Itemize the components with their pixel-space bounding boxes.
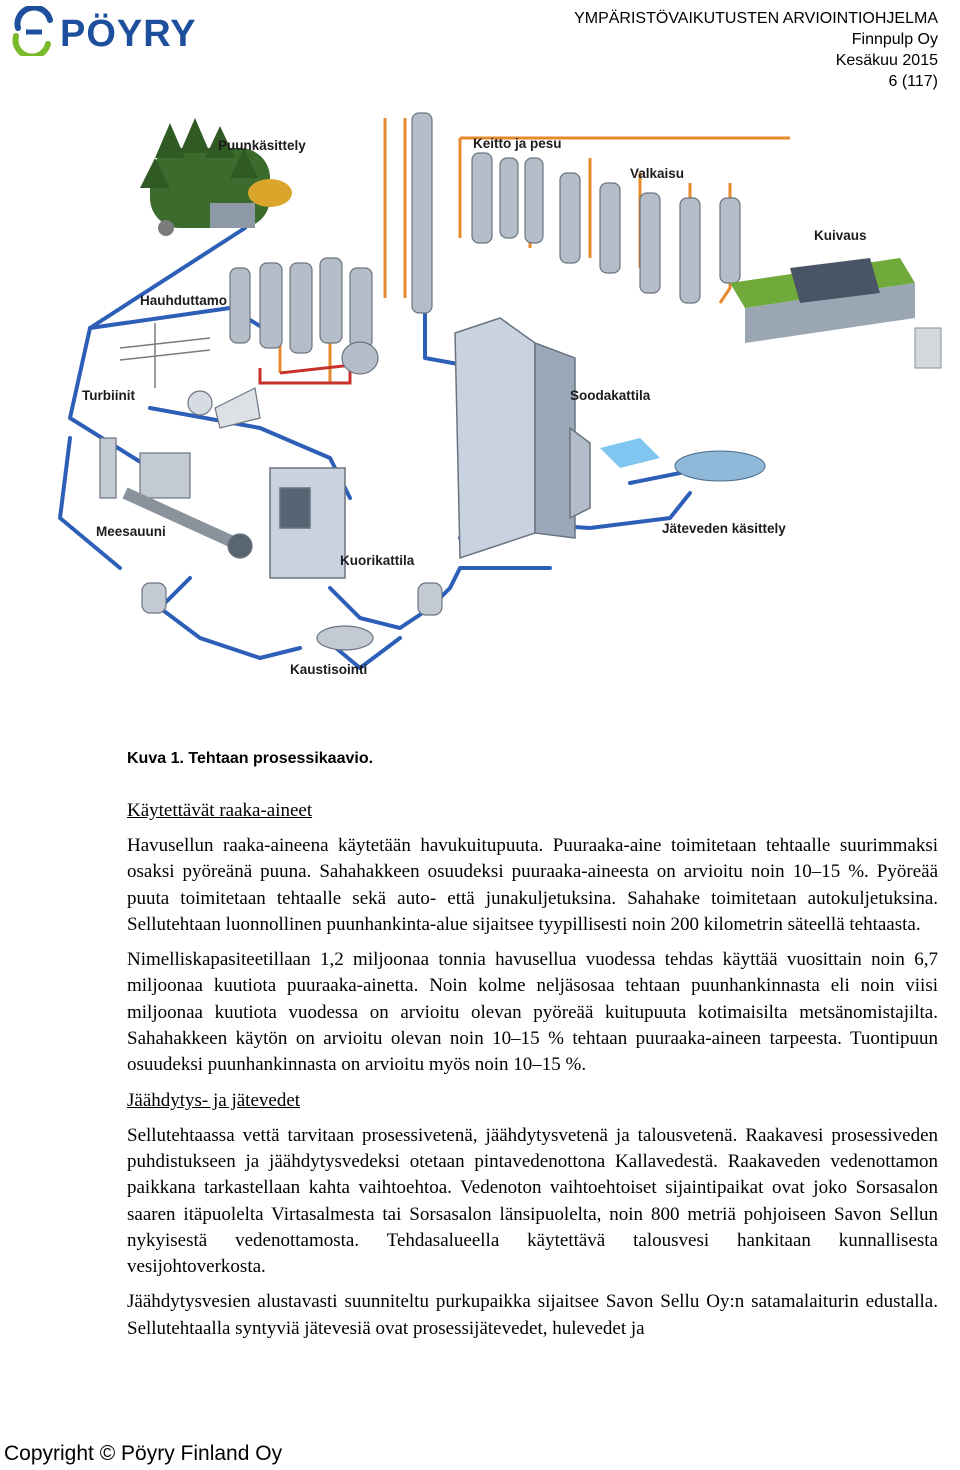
wastewater-plant: [600, 438, 765, 481]
paragraph-raw-materials: Havusellun raaka-aineena käytetään havukuitupuuta. Puuraaka-aine toimitetaan tehtaalle suurimmaksi osaksi pyöreänä puuna. Sahahakkeen osuudeksi puuraaka-aineesta on arvioitu noin 10–15 %. Pyöreää puuta toimitetaan tehtaalle sekä auto- että junakuljetuksina. Sahahake toimitetaan autokuljetuksina. Sellutehtaan luonnollinen puunhankinta-alue sijaitsee tyypillisesti noin 200 kilometrin säteellä tehtaasta.: [127, 835, 938, 935]
company-name: Finnpulp Oy: [851, 31, 938, 48]
program-title: YMPÄRISTÖVAIKUTUSTEN ARVIOINTIOHJELMA: [574, 10, 938, 27]
drying-machine: [730, 258, 941, 368]
logo-mark-icon: [16, 8, 50, 56]
document-header: [574, 8, 938, 92]
process-diagram: [30, 98, 945, 718]
label-puunkasittely: Puunkäsittely: [218, 138, 306, 153]
label-hauhduttamo: Hauhduttamo: [140, 293, 227, 308]
paragraph-capacity: Nimelliskapasiteetillaan 1,2 miljoonaa tonnia havusellua vuodessa tehdas käyttää vuosittain noin 6,7 miljoonaa kuutiota puuraaka-ainetta. Noin kolme neljäsosaa tehtaan puunhankinnasta eli noin viisi miljoonaa kuutiota vuodessa on arvioitu olevan pyöreää kuitupuuta kotimaisilta metsänomistajilta. Sahahakkeen käytön on arvioitu olevan noin 10–15 % tehtaan puuraaka-aineen tarpeesta. Tuontipuun osuudeksi puunhankinnasta on arvioitu myös noin 10–15 %.: [127, 949, 938, 1076]
paragraph-cooling-water: Jäähdytysvesien alustavasti suunniteltu purkupaikka sijaitsee Savon Sellu Oy:n satamalaiturin edustalla. Sellutehtaalla syntyviä jätevesiä ovat prosessijätevedet, hulevedet ja: [127, 1291, 938, 1339]
label-keitto: Keitto ja pesu: [473, 136, 562, 151]
logo-text: PÖYRY: [60, 13, 197, 55]
label-soodakattila: Soodakattila: [570, 388, 651, 403]
label-kuorikattila: Kuorikattila: [340, 553, 415, 568]
section-heading-raw-materials: Käytettävät raaka-aineet: [127, 800, 313, 821]
document-date: Kesäkuu 2015: [835, 52, 938, 69]
section-heading-waters: Jäähdytys- ja jätevedet: [127, 1089, 301, 1111]
document-body: [127, 798, 938, 1351]
label-valkaisu: Valkaisu: [630, 166, 685, 181]
label-kuivaus: Kuivaus: [814, 228, 867, 243]
forest-illustration: [140, 118, 292, 236]
recovery-boiler: [455, 318, 590, 558]
paragraph-water-use: Sellutehtaassa vettä tarvitaan prosessivetenä, jäähdytysvetenä ja talousvetenä. Raakavesi prosessiveden puhdistukseen ja jäähdytysvedeksi otetaan pintavedenottona Kallavedestä. Raakaveden vedenottamon paikkana tarkastellaan kahta vaihtoehtoa. Vedenoton vaihtoehtoiset sijaintipaikat ovat joko Sorsasalon saaren itäpuolelta Virtasalmesta tai Sorsasalon länsipuolelta, noin 800 metriä pohjoiseen Savon Sellun nykyisestä vedenottamosta. Tehdasalueella käytettävä talousvesi hankitaan kunnallisesta vesijohtoverkosta.: [127, 1124, 938, 1278]
label-jatevesi: Jäteveden käsittely: [662, 521, 786, 536]
lime-kiln: [100, 438, 252, 558]
label-meesauuni: Meesauuni: [96, 524, 166, 539]
copyright-footer: Copyright © Pöyry Finland Oy: [4, 1442, 283, 1465]
label-kaustisointi: Kaustisointi: [290, 662, 368, 677]
label-turbiinit: Turbiinit: [82, 388, 135, 403]
figure-caption: Kuva 1. Tehtaan prosessikaavio.: [127, 750, 374, 767]
turbines: [188, 388, 260, 428]
poyry-logo: [12, 6, 272, 56]
power-lines: [120, 323, 210, 388]
bark-boiler: [270, 468, 345, 578]
page-number: 6 (117): [888, 73, 938, 90]
